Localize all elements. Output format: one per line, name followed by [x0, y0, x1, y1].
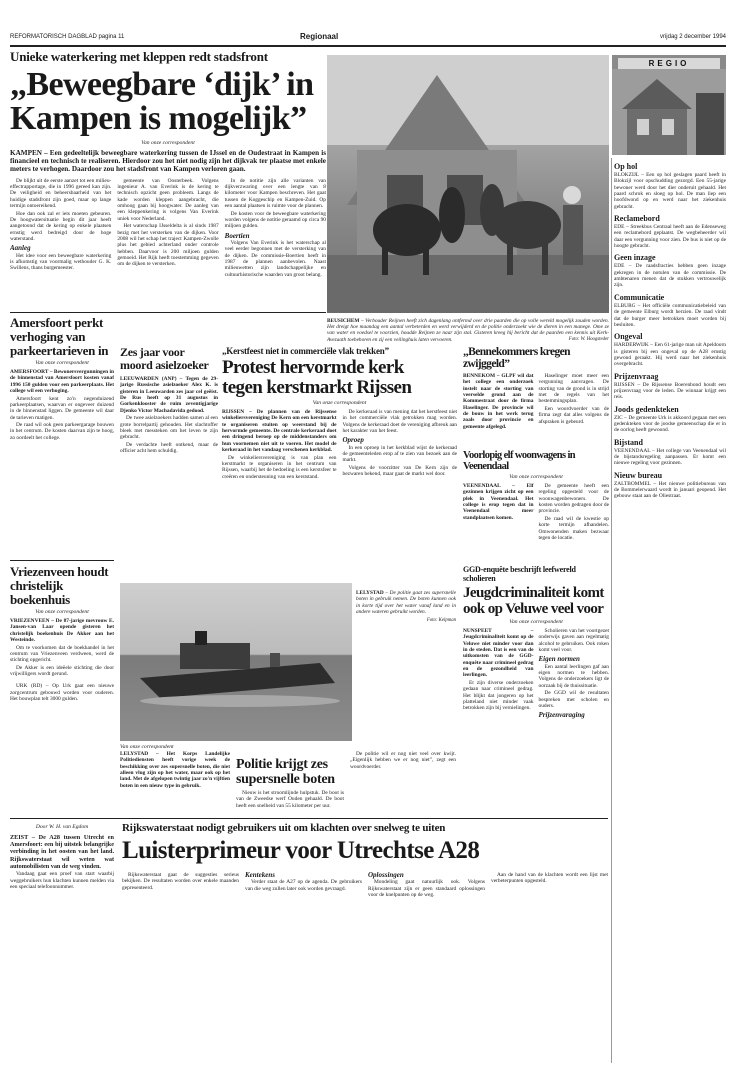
paragraph: NUNSPEET – Jeugdcriminaliteit komt op de Veluwe niet minder voor dan in de steden. Dat is een van de uitkomsten van de GGD-enquête naar crimineel gedrag en de gezondheid van leerlingen.	[463, 628, 534, 679]
politie-headline: Politie krijgt zes supersnelle boten	[236, 757, 335, 787]
section-title: Regionaal	[300, 33, 339, 41]
main-col3	[225, 178, 326, 280]
rijssen-headline-line1: Protest hervormde kerk	[222, 357, 404, 378]
brief-text: HARDERWIJK – Een 61-jarige man uit Apeldoorn is gisteren bij een ongeval op de A28 ernstig gewond geraakt. Hij werd naar het ziekenhuis overgebracht.	[614, 342, 726, 368]
vriezenveen-body	[10, 618, 114, 703]
paragraph: Amersfoort kent zo'n negenduizend parkeerplaatsen, waarvan er ongeveer duizend in de binnenstad liggen. De gemeente wil daar de tarieven matigen.	[10, 395, 114, 421]
brief-title: Geen inzage	[614, 253, 656, 263]
brief-title: Reclamebord	[614, 214, 660, 224]
a28-headline: Luisterprimeur voor Utrechtse A28	[122, 837, 480, 864]
brief-item	[614, 438, 726, 467]
paragraph: ZEIST – De A28 tussen Utrecht en Amersfoort: een bij uitstek belangrijke verbinding in het oosten van het land. Rijkswaterstaat wil weten wat automobilisten van de weg vinden.	[10, 834, 114, 870]
brief-title: Bijstand	[614, 437, 643, 447]
brief-title: Nieuw bureau	[614, 470, 663, 480]
main-col2	[117, 178, 218, 280]
rijssen-col1	[222, 409, 337, 481]
amersfoort-byline: Van onze correspondent	[35, 360, 89, 366]
paragraph: De raad wil ook geen parkeergarage bouwen in het centrum. De kosten daarvan zijn te hoog, zo oordeelt het college.	[10, 422, 114, 441]
paragraph: De kerkeraad is van mening dat het kerstfeest niet in het commerciële vlak getrokken mag worden. Volgens de kerkeraad doet de vereniging afbreuk aan het karakter van het feest.	[342, 409, 457, 435]
subhead: Oplossingen	[368, 871, 404, 879]
a28-col1	[122, 872, 239, 900]
paragraph: Mondeling gaat natuurlijk ook. Volgens Rijkswaterstaat zijn er geen standaard oplossingen voor de knelpunten op de weg.	[368, 879, 485, 899]
paragraph: De Akker is een ideëele stichting die door vrijwilligers wordt gerund.	[10, 664, 114, 678]
paragraph: Volgens Van Everink is het waterschap al veel eerder begonnen met de versterking van de dijken. De commissie-Boertien heeft in 1987 de plannen aanbevolen. Naast milieuwetten zijn landschappelijke en cultuurhistorische waarden van groot belang.	[224, 239, 326, 278]
main-col1	[10, 178, 111, 280]
brief-text: ZALTBOMMEL – Het nieuwe politiebureau van de Bommelerwaard wordt in januari geopend. Het gebouw staat aan de Oliestraat.	[614, 480, 726, 500]
paragraph: Er zijn diverse onderzoeken gedaan naar crimineel gedrag. Het blijkt dat jongeren op het platteland niet minder vaak betrokken zijn bij vernielingen.	[463, 679, 534, 712]
veenendaal-story	[463, 450, 609, 560]
vriezenveen-story	[10, 565, 114, 810]
paragraph: De gemeente heeft een regeling opgesteld voor de woonwagenbewoners. De kosten worden gedragen door de provincie.	[538, 483, 609, 515]
paragraph: URK (RD) – Op Urk gaat een nieuwe zorgcentrum gebouwd worden voor ouderen. Het bouwplan telt 3000 gulden.	[10, 683, 114, 703]
brief-text: ZIC – De gemeente Urk is akkoord gegaan met een gedenkteken voor de joodse gemeenschap die er in de oorlog heeft gewoond.	[614, 414, 726, 434]
brief-item	[614, 293, 726, 328]
main-kicker: Unieke waterkering met kleppen redt stadsfront	[10, 49, 268, 64]
photo-credit: Foto: Kelpman	[426, 617, 456, 623]
brief-item	[614, 253, 726, 288]
paragraph: De kosten voor de beweegbare waterkering worden volgens de notitie geraamd op circa 90 miljoen gulden.	[224, 210, 326, 230]
regio-label: REGIO	[618, 58, 720, 69]
paragraph: BENNEKOM – GLPF wil dat het college een onderzoek instelt naar de storting van veerselde grond aan de Kommestraat door de firma Haselinger. De provincie wil de bouw in het werk terug zoals door provincie en gemeente afgelegd.	[463, 373, 534, 430]
main-byline: Van onze correspondent	[141, 140, 195, 146]
boat-illustration	[120, 583, 352, 741]
caption-title: LELYSTAD	[356, 590, 384, 596]
paragraph: Rijkswaterstaat gaat de suggesties serieus bekijken. De resultaten worden over enkele maanden gepresenteerd.	[122, 872, 239, 891]
brief-title: Ongeval	[614, 332, 643, 342]
a28-kicker: Rijkswaterstaat nodigt gebruikers uit om klachten over snelweg te uiten	[122, 822, 446, 834]
paragraph: Volgens de voorzitter van De Kern zijn de bezwaren bekend, maar gaat de markt wel door.	[342, 464, 457, 478]
brief-item	[614, 162, 726, 210]
politie-col2	[236, 751, 344, 810]
vriezenveen-byline: Van onze correspondent	[35, 609, 89, 615]
main-story	[10, 48, 326, 308]
ggd-story	[463, 565, 609, 815]
section-rule	[10, 560, 114, 561]
vriezenveen-headline: Vriezenveen houdt christelijk boekenhuis	[10, 565, 109, 607]
boat-caption	[356, 590, 456, 720]
paragraph: De raad wil de kwestie op korte termijn afhandelen. Omwonenden maken bezwaar tegen de locatie.	[538, 515, 609, 541]
amersfoort-story	[10, 316, 114, 556]
sidebar-rule	[611, 158, 612, 1063]
politie-byline: Van onze correspondent	[120, 744, 174, 750]
subhead: Oproep	[342, 436, 364, 445]
ggd-col2	[539, 628, 610, 720]
ggd-byline: Van onze correspondent	[509, 619, 563, 625]
paragraph: Het idee voor een beweegbare waterkering is afkomstig van voormalig wethouder G. K. Swillens, thans burgemeester.	[10, 252, 112, 272]
caption-title: BEUSICHEM	[327, 318, 360, 324]
bennekom-col2	[539, 373, 610, 431]
caption-text: – De politie gaat zes supersnelle boten in gebruik nemen. De boten kunnen ook in korte tijd over het water vanaf land en in andere wateren gebruikt worden.	[356, 590, 456, 616]
paragraph: Haselinger moet meer een vergunning aanvragen. De storting van de grond is in strijd met de regels van het bestemmingsplan.	[538, 373, 609, 405]
subhead: Aanleg	[10, 244, 31, 253]
brief-item	[614, 471, 726, 500]
paragraph: VRIEZENVEEN – De 87-jarige mevrouw E. Jansen-van Laar opende gisteren het christelijk boekenhuis De Akker aan het Westeinde.	[10, 618, 114, 644]
bennekom-headline: „Bennekommers kregen zwijggeld”	[463, 346, 570, 370]
paragraph: LELYSTAD – Het Korps Landelijke Politiediensten heeft vorige week de beschikking over zes supersnelle boten, die niet alleen vlug zijn op het water, maar ook op het land. Met de afgelopen twintig jaar zo'n vijftien boten in een nieuw type in gebruik.	[120, 751, 230, 789]
paragraph: Een woordvoerder van de firma zegt dat alles volgens de afspraken is gebeurd.	[538, 405, 609, 425]
subhead: Prijzenvaraging	[538, 711, 585, 720]
brief-title: Prijzenvraag	[614, 371, 659, 381]
a28-lead-col	[10, 834, 114, 891]
brief-title: Communicatie	[614, 292, 665, 302]
paragraph: De winkeliersvereniging is van plan een kerstmarkt te organiseren in het centrum van Rijssen, waarbij het de bedoeling is een kerstsfeer te creëren en ondersteuning van een kerststand.	[222, 454, 337, 480]
subhead: Eigen normen	[538, 655, 580, 664]
paragraph: Vandaag gaat een proef van start waarbij weggebruikers hun klachten kunnen melden via een speciaal telefoonnummer.	[10, 871, 114, 890]
paragraph: De verdachte heeft ontkend, maar de officier acht hem schuldig.	[120, 441, 218, 455]
asielzoeker-body	[120, 376, 218, 455]
rijssen-headline	[222, 358, 457, 398]
photo-credit: Foto: W. Hoogsteder	[568, 336, 609, 342]
veenendaal-col1	[463, 483, 534, 542]
brief-item	[614, 405, 726, 434]
police-boat-photo	[120, 583, 352, 741]
brief-title: Joods gedenkteken	[614, 404, 679, 414]
paragraph: Verder staat de A27 op de agenda. De gebruikers van die weg zullen later ook worden gevraagd.	[245, 879, 362, 892]
header-date: vrijdag 2 december 1994	[659, 34, 726, 40]
subhead: Boertien	[224, 231, 250, 240]
paragraph: Om te voorkomen dat de boekhandel in het centrum van Vriezenveen verdween, werd de stichting opgericht.	[10, 644, 114, 664]
veenendaal-headline: Voorlopig elf woonwagens in Veenendaal	[463, 450, 576, 472]
regio-banner	[612, 55, 726, 155]
paragraph: Scholieren van het voortgezet onderwijs gaven aan regelmatig alcohol te gebruiken. Ook roken komt veel voor.	[538, 628, 609, 654]
news-briefs-sidebar	[614, 158, 726, 1063]
ggd-headline-line2: ook op Veluwe veel voor	[463, 601, 604, 617]
page-header	[10, 33, 726, 43]
main-lead: KAMPEN – Een gedeeltelijk beweegbare waterkering tussen de IJssel en de Oudestraat in Kampen is financieel en technisch te realiseren. Hierdoor zou het niet nodig zijn het dijkvak ter plaatse met enkele meters te verhogen. Daardoor zou het stadsfront van Kampen verloren gaan.	[10, 149, 326, 174]
brief-text: ELBURG – Het officiële communicatiebeleid van de gemeente Elburg wordt herzien. De raad vindt dat de burger meer betrokken moet worden bij besluiten.	[614, 302, 726, 328]
paragraph: De GGD wil de resultaten bespreken met scholen en ouders.	[538, 690, 609, 709]
ggd-headline-line1: Jeugdcriminaliteit komt	[463, 585, 604, 601]
paragraph: Aan de hand van de klachten wordt een lijst met verbeterpunten opgesteld.	[491, 872, 608, 885]
regio-illustration	[612, 69, 726, 155]
paragraph: Een aantal leerlingen gaf aan eigen normen te hebben. Volgens de onderzoekers ligt de oorzaak bij de thuissituatie.	[538, 663, 609, 689]
brief-title: Op hol	[614, 162, 638, 171]
a28-col2	[245, 872, 362, 900]
brief-text: VEENENDAAL – Het college van Veenendaal wil de bijstandsregeling aanpassen. Er komt een nieuwe regeling voor gezinnen.	[614, 447, 726, 467]
paragraph: In een oproep in het kerkblad wijst de kerkeraad de gemeenteleden erop af te zien van bezoek aan de markt.	[342, 444, 457, 464]
main-headline-line1: „Beweegbare ‘dijk’ in	[10, 66, 314, 103]
asielzoeker-headline: Zes jaar voor moord asielzoeker	[120, 346, 209, 372]
caption-text: – Verbouder Reijnen heeft zich dagenlang ontfermd over drie paarden die op volle wereld mogelijk zouden worden. Het dreigt hoe maandag een aantal verbeterden en werd verwijderd en de politie onderzoekt wie de dieren in een manege. Ome ze van water en voedsel te voorzien, houdde Reijnen ze naar zijn stal. Gisteren kreeg hij bericht dat de paarden een kennis uit Kerk-Avezaath toebehoren en zij een veilinghuis laten vervoeren.	[327, 318, 609, 343]
bennekom-col1	[463, 373, 534, 431]
header-rule	[10, 45, 726, 47]
politie-col3	[350, 751, 456, 810]
paragraph: LEEUWARDEN (ANP) – Tegen de 29-jarige Russische asielzoeker Alex K. is gisteren in Leeuwarden zes jaar cel geëist. De Rus heeft op 31 augustus in Gorkenklooster de ruim zeventigjarige Djenko Victor Machadavida gedood.	[120, 376, 218, 414]
paragraph: Nieuw is het stroomlijnde hulpstuk. De boot is van de Zweedse werf Ouden gehaald. De boot heeft een snelheid van 55 kilometer per uur.	[236, 790, 344, 809]
veenendaal-byline: Van onze correspondent	[509, 474, 563, 480]
brief-item	[614, 332, 726, 367]
ggd-headline	[463, 585, 609, 617]
rijssen-headline-line2: tegen kerstmarkt Rijssen	[222, 377, 412, 398]
main-headline	[10, 68, 326, 136]
brief-item	[614, 214, 726, 249]
brief-text: RIJSSEN – De Rijssense Boerenbond houdt een prijzenvraag voor de leden. De winnaar krijgt een reis.	[614, 381, 726, 401]
rijssen-kicker: „Kerstfeest niet in commerciële vlak trekken”	[222, 346, 389, 356]
horses-illustration	[327, 55, 609, 313]
rijssen-byline: Van onze correspondent	[312, 400, 367, 406]
ggd-col1	[463, 628, 534, 720]
header-left: REFORMATORISCH DAGBLAD pagina 11	[10, 34, 125, 40]
subhead: Kentekens	[245, 871, 275, 879]
section-rule	[10, 312, 326, 313]
asielzoeker-story	[120, 346, 218, 571]
brief-text: EDE – De raadsfracties hebben geen inzage gekregen in de notulen van de commissie. De ambtenaren menen dat de stukken vertrouwelijk zijn.	[614, 263, 726, 289]
section-rule	[10, 818, 608, 819]
a28-byline: Door W. H. van Egdom	[35, 824, 89, 830]
veenendaal-col2	[539, 483, 610, 542]
amersfoort-body	[10, 369, 114, 441]
paragraph: RIJSSEN – De plannen van de Rijssense winkeliersvereniging De Kern om een kerstmarkt te organiseren stuiten op weerstand bij de hervormde gemeente. De centrale kerkeraad doet een dringend beroep op de middenstanders om hun voornemen niet uit te voeren. Het model de kerkeraad in het vandaag verschenen kerkblad.	[222, 409, 337, 454]
bennekom-story	[463, 346, 609, 446]
brief-text: EDE – Streekbus Centraal heeft aan de Edenseweg een reclamebord geplaatst. De wegbeheerder wil daar een vergunning voor zien. De bus is niet op de hoogte gebracht.	[614, 224, 726, 250]
paragraph: gemeente van Oosterbeek. Volgens ingenieur A. van Everink is de kering te technisch opzicht geen probleem. Langs de kade worden kleppen aangebracht, die omhoog gaan bij hoogwater. De aanleg van een kleppenkering is volgens Van Everink uniek voor Nederland.	[117, 177, 219, 222]
ggd-kicker: GGD-enquête beschrijft leefwereld scholieren	[463, 565, 576, 583]
amersfoort-headline: Amersfoort perkt verhoging van parkeertarieven in	[10, 316, 109, 358]
horses-photo	[327, 55, 609, 313]
main-headline-line2: Kampen is mogelijk”	[10, 100, 307, 137]
paragraph: De twee asielzoekers hadden samen al een grote borrelpartij gehouden. Het slachtoffer bleek met messteken om het leven te zijn gebracht.	[120, 415, 218, 441]
paragraph: De blijkt uit de eerste aanzet tot een milieu-effectrapportage, die in 1996 gereed kan zijn. De veiligheid en beheersbaarheid van het huidige stadsfront zijn goed, maar op lange termijn ontoereikend.	[10, 177, 112, 209]
paragraph: AMERSFOORT – Bewonersvergunningen in de binnenstad van Amersfoort kosten vanaf 1996 150 gulden voor een parkeerplaats. Het college wil een verhoging.	[10, 369, 114, 395]
brief-text: BLOKZIJL – Een op hol geslagen paard heeft in Blokzijl voor opschudding gezorgd. Een 55-jarige bewoner werd door het dier onderuit gehaald. Het paard schrok en sloeg op hol. De man liep een hoofdwond op en werd naar het ziekenhuis gebracht.	[614, 172, 726, 210]
rijssen-story	[222, 346, 457, 578]
a28-story	[10, 822, 608, 1062]
brief-item	[614, 372, 726, 401]
paragraph: De politie wil er nog niet veel over kwijt. „Eigenlijk hebben we er nog niet”, zegt een woordvoerder.	[350, 751, 456, 770]
politie-col1	[120, 751, 230, 810]
a28-col4	[491, 872, 608, 900]
politie-story	[120, 744, 456, 819]
paragraph: In de notitie zijn alle varianten van dijkverzwaring over een lengte van 8 kilometer voor Kampen beschreven. Het gaat tussen de Koggeschip en Kampen-Zuid. Op een aantal plaatsen is ruimte voor de plannen.	[224, 177, 326, 209]
paragraph: Hoe dan ook zal er iets moeten gebeuren. De hoogwatersituatie begin dit jaar heeft aangetoond dat de kering op enkele plaatsen ernstig werd bedreigd door de hoge waterstand.	[10, 210, 112, 242]
rijssen-col2	[343, 409, 458, 481]
a28-col3	[368, 872, 485, 900]
paragraph: Het waterschap IJsseldelta is al sinds 1987 bezig met het versterken van de dijken. Voor 2008 wil het schap het traject Kampen-Zwolle plus het gebied achterland onder controle hebben. Daarvoor is 200 miljoen gulden gemoeid. Het Rijk heeft toestemming gegeven om de dijken te versterken.	[117, 223, 219, 268]
paragraph: VEENENDAAL – Elf gezinnen krijgen zicht op een plek in Veenendaal. Het college is erop tegen dat in Veenendaal meer standplaatsen komen.	[463, 483, 534, 521]
